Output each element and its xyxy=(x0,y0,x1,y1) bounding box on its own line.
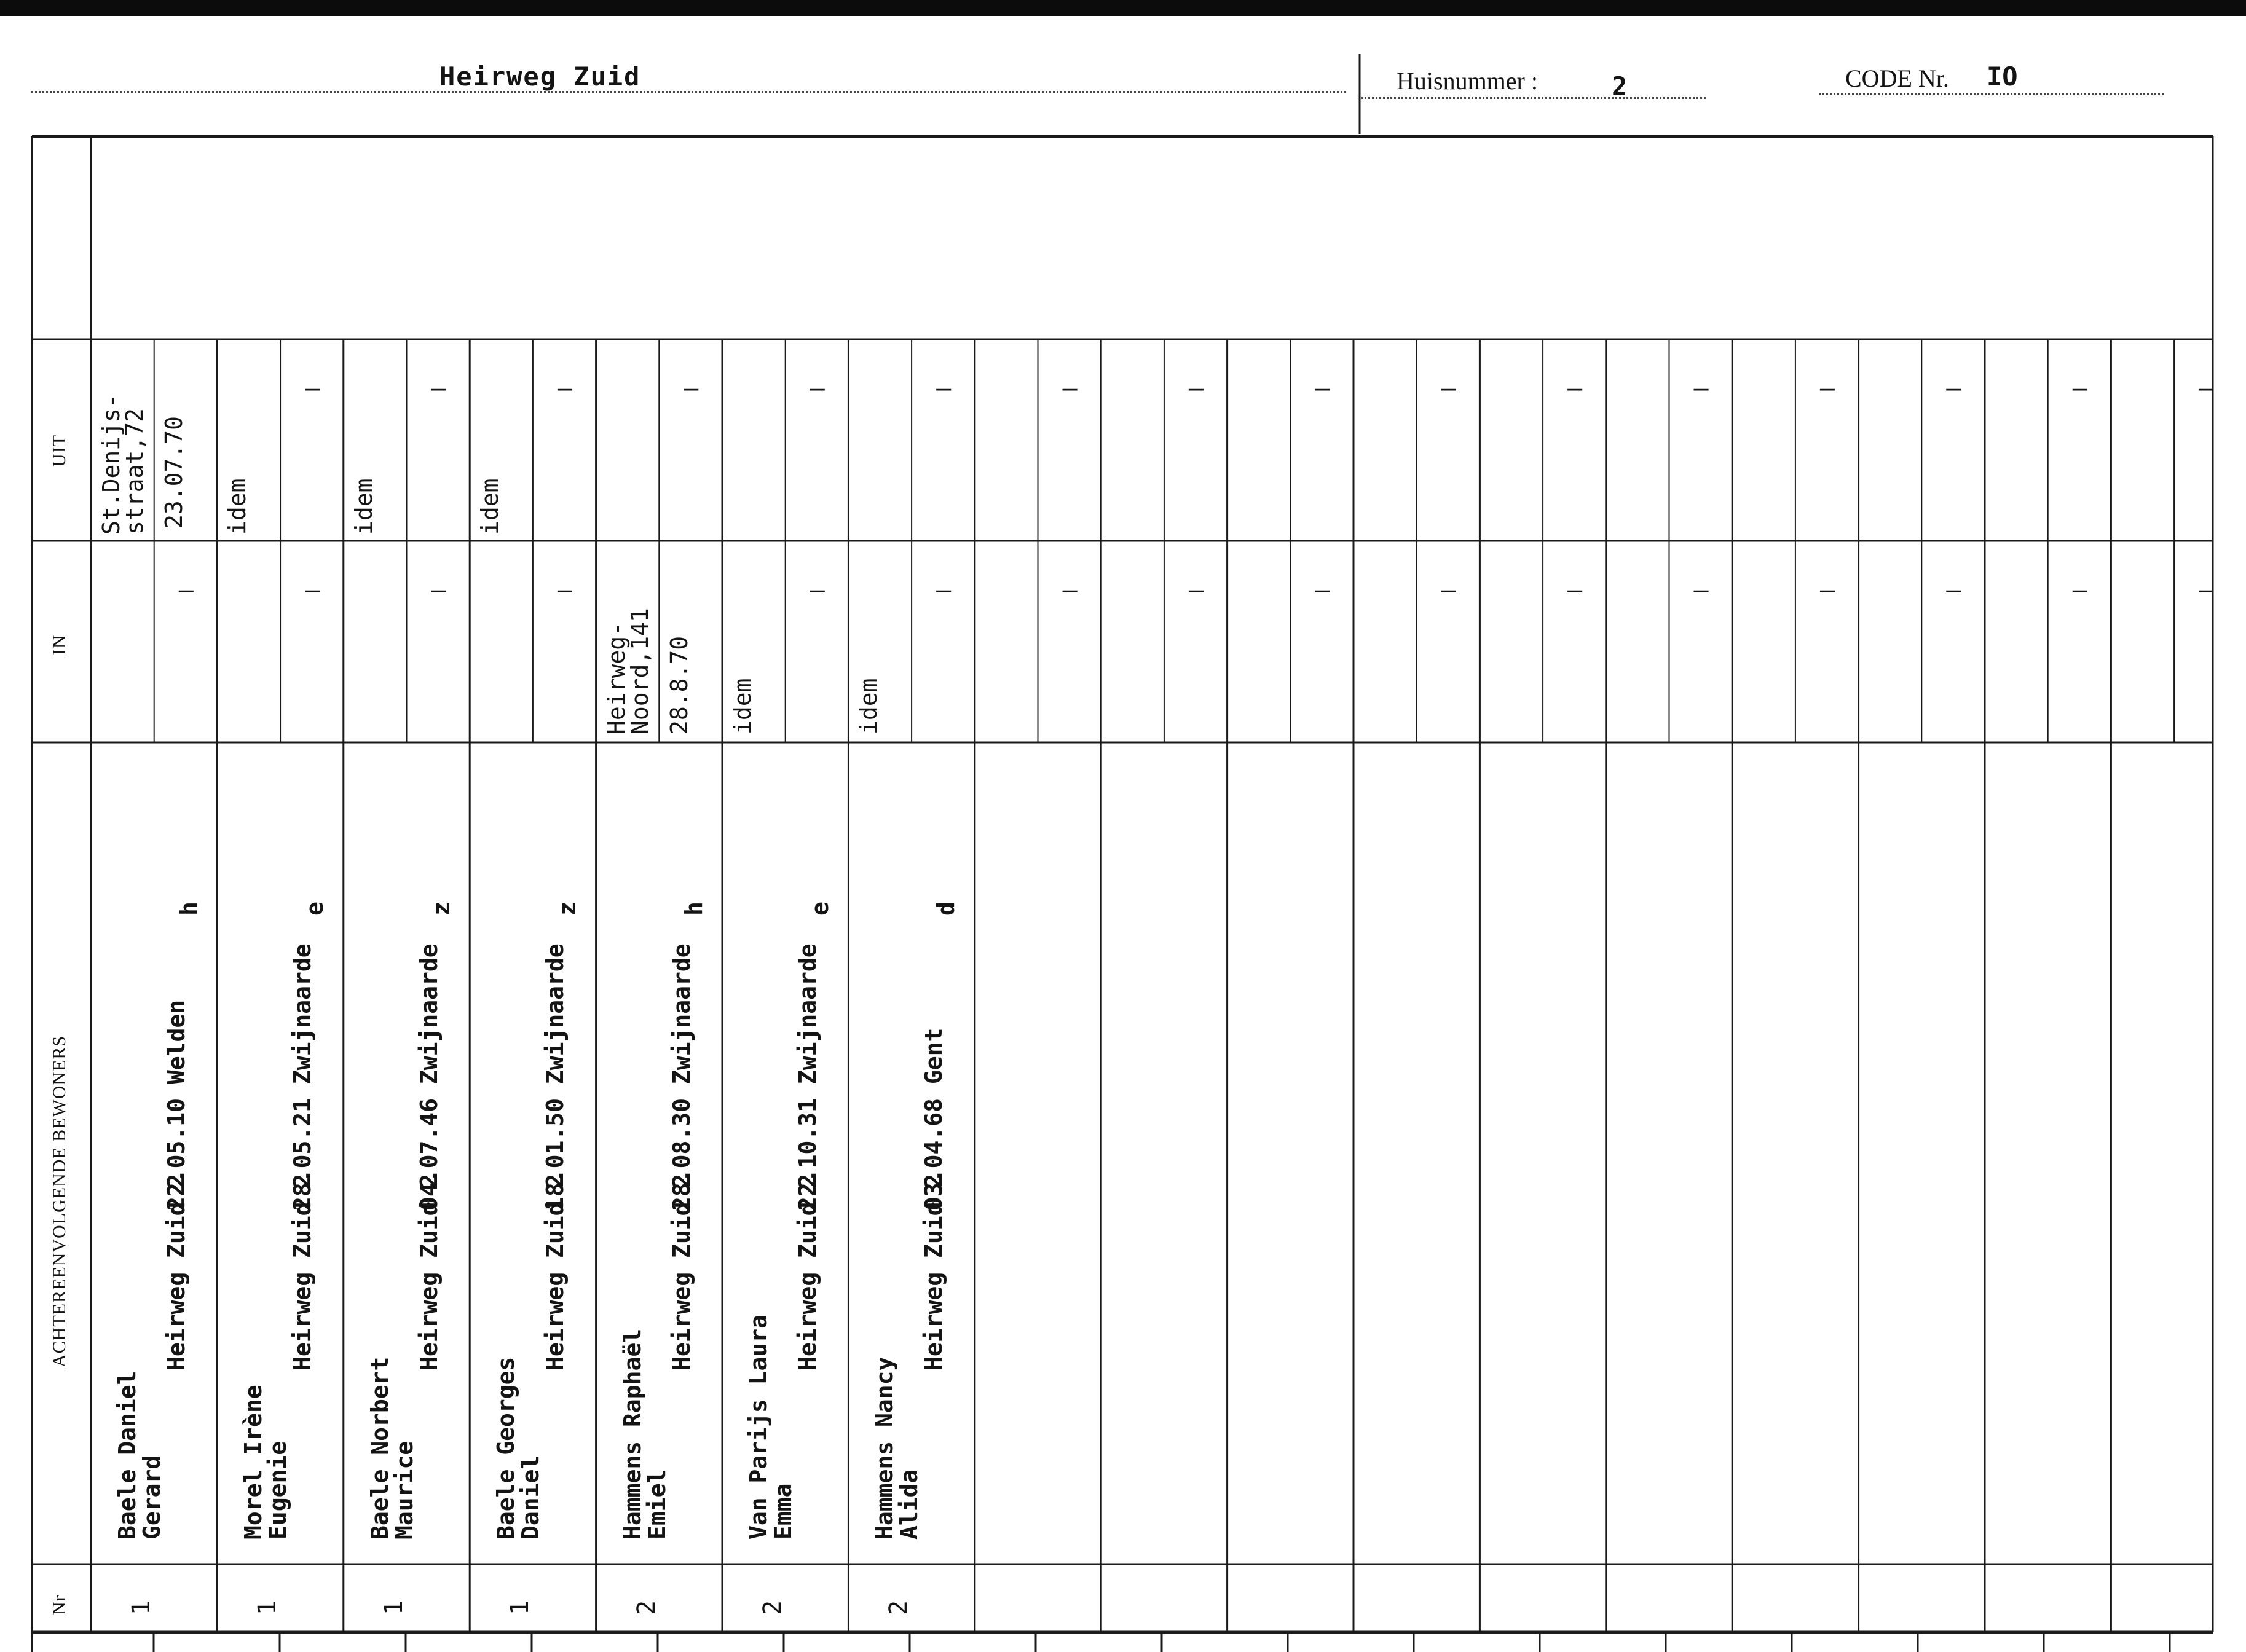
entry-number: 2 xyxy=(632,1600,661,1615)
empty-dash: — xyxy=(1946,576,1961,604)
street-name: Heirweg Zuid xyxy=(439,61,641,92)
resident-address: Heirweg Zuid 2 xyxy=(920,1173,948,1371)
entry-number: 1 xyxy=(379,1600,408,1615)
entry-number: 1 xyxy=(127,1600,156,1615)
empty-dash: — xyxy=(1567,374,1583,403)
empty-dash: — xyxy=(178,576,194,604)
empty-dash: — xyxy=(1315,576,1330,604)
resident-name-line1: Van Parijs Laura xyxy=(745,1314,772,1540)
in-place: Heirweg- Noord,141 xyxy=(602,608,653,734)
gender-mark: h xyxy=(175,902,202,916)
empty-dash: — xyxy=(431,576,446,604)
gender-mark: e xyxy=(301,902,329,916)
empty-dash: — xyxy=(1693,576,1709,604)
house-number-value: 2 xyxy=(1612,71,1628,101)
resident-birth: 03.04.68 Gent xyxy=(920,1028,948,1211)
resident-address: Heirweg Zuid 2 xyxy=(415,1173,443,1371)
resident-address: Heirweg Zuid 2 xyxy=(794,1173,821,1371)
house-number-label: Huisnummer : xyxy=(1397,67,1538,95)
empty-dash: — xyxy=(2199,576,2214,604)
resident-birth: 22.05.10 Welden xyxy=(163,999,190,1211)
resident-birth: 28.05.21 Zwijnaarde xyxy=(289,943,317,1211)
empty-dash: — xyxy=(1315,374,1330,403)
out-place: idem xyxy=(350,478,377,535)
resident-name-line2: Daniel xyxy=(517,1455,545,1540)
out-section-label: UIT xyxy=(49,435,69,467)
resident-birth: 28.08.30 Zwijnaarde xyxy=(668,943,695,1211)
nr-section-label: Nr xyxy=(49,1594,69,1615)
empty-dash: — xyxy=(431,374,446,403)
entry-number: 1 xyxy=(253,1600,282,1615)
gender-mark: d xyxy=(932,902,960,916)
out-place: idem xyxy=(224,478,251,535)
resident-name-line1: Baele Norbert xyxy=(366,1356,393,1540)
gender-mark: h xyxy=(680,902,707,916)
resident-address: Heirweg Zuid 2 xyxy=(163,1173,190,1371)
empty-dash: — xyxy=(1567,576,1583,604)
empty-dash: — xyxy=(1441,374,1456,403)
gender-mark: e xyxy=(806,902,833,916)
gender-mark: z xyxy=(554,902,581,916)
entry-number: 2 xyxy=(885,1600,913,1615)
gender-mark: z xyxy=(427,902,455,916)
resident-address: Heirweg Zuid 2 xyxy=(542,1173,569,1371)
empty-dash: — xyxy=(684,374,699,403)
empty-dash: — xyxy=(2072,374,2087,403)
empty-dash: — xyxy=(810,576,825,604)
empty-dash: — xyxy=(936,374,952,403)
code-label: CODE Nr. xyxy=(1845,65,1949,92)
out-place: idem xyxy=(476,478,504,535)
resident-birth: 04.07.46 Zwijnaarde xyxy=(415,943,443,1211)
empty-dash: — xyxy=(1819,374,1835,403)
empty-dash: — xyxy=(1441,576,1456,604)
resident-address: Heirweg Zuid 2 xyxy=(668,1173,695,1371)
empty-dash: — xyxy=(1819,576,1835,604)
resident-name-line1: Morel Irène xyxy=(240,1385,267,1540)
empty-dash: — xyxy=(1062,374,1078,403)
in-place: idem xyxy=(729,678,756,734)
entry-number: 1 xyxy=(506,1600,535,1615)
resident-name-line2: Eugenie xyxy=(264,1441,292,1540)
empty-dash: — xyxy=(1693,374,1709,403)
resident-name-line2: Gerard xyxy=(138,1455,165,1540)
empty-dash: — xyxy=(1946,374,1961,403)
out-place: St.Denijs- straat,72 xyxy=(98,394,148,535)
resident-birth: 22.10.31 Zwijnaarde xyxy=(794,943,821,1211)
resident-name-line2: Emiel xyxy=(643,1469,671,1540)
empty-dash: — xyxy=(810,374,825,403)
resident-name-line2: Emma xyxy=(770,1483,797,1540)
resident-name-line1: Baele Daniel xyxy=(114,1371,141,1540)
resident-name-line1: Hammens Nancy xyxy=(871,1356,899,1540)
in-section-label: IN xyxy=(49,634,69,655)
empty-dash: — xyxy=(2072,576,2087,604)
empty-dash: — xyxy=(1188,576,1204,604)
code-value: IO xyxy=(1987,61,2018,92)
resident-name-line2: Alida xyxy=(896,1469,923,1540)
out-date: 23.07.70 xyxy=(160,415,187,529)
empty-dash: — xyxy=(1188,374,1204,403)
empty-dash: — xyxy=(305,576,320,604)
resident-name-line2: Maurice xyxy=(390,1441,418,1540)
in-date: 28.8.70 xyxy=(665,635,693,734)
in-place: idem xyxy=(855,678,883,734)
empty-dash: — xyxy=(2199,374,2214,403)
entry-number: 2 xyxy=(759,1600,787,1615)
residents-section-label: ACHTEREENVOLGENDE BEWONERS xyxy=(49,1035,69,1367)
resident-birth: 18.01.50 Zwijnaarde xyxy=(542,943,569,1211)
empty-dash: — xyxy=(936,576,952,604)
resident-name-line1: Hammens Raphaël xyxy=(618,1328,646,1540)
empty-dash: — xyxy=(305,374,320,403)
resident-name-line1: Baele Georges xyxy=(492,1356,520,1540)
resident-address: Heirweg Zuid 2 xyxy=(289,1173,317,1371)
empty-dash: — xyxy=(557,374,572,403)
empty-dash: — xyxy=(1062,576,1078,604)
empty-dash: — xyxy=(557,576,572,604)
